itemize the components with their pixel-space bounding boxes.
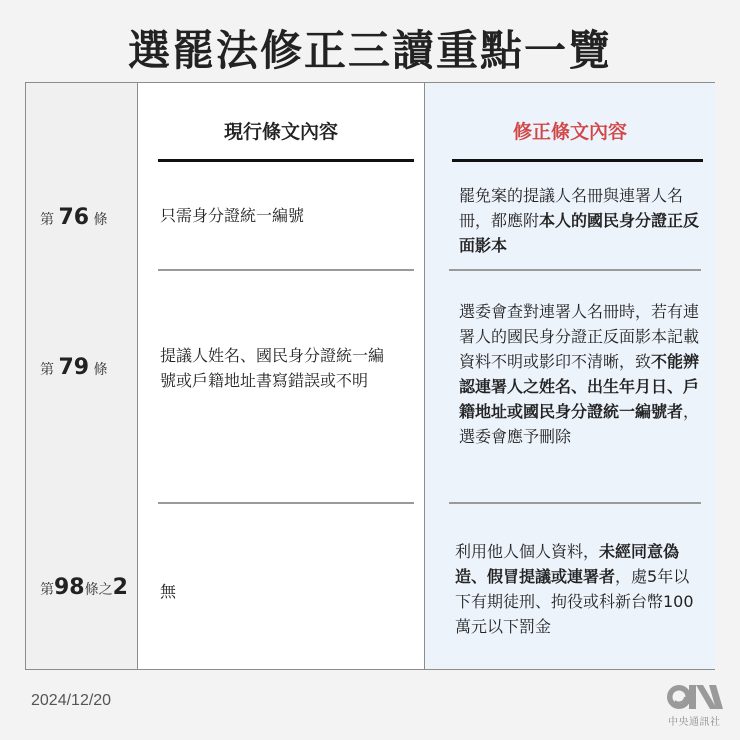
amended-text-bold: 未經同意偽造、假冒提議或連署者 (455, 542, 680, 586)
article-suffix: 條 (93, 212, 108, 228)
amended-cell-79 (459, 299, 701, 449)
header-rule (158, 159, 414, 162)
publish-date: 2024/12/20 (31, 692, 112, 709)
article-column (26, 83, 138, 669)
article-label-76 (26, 205, 138, 230)
header-rule (452, 159, 703, 162)
page-title: 選罷法修正三讀重點一覽 (127, 26, 612, 75)
article-number: 79 (58, 355, 90, 380)
current-cell-76: 只需身分證統一編號 (160, 206, 305, 225)
amended-column (425, 83, 715, 669)
article-prefix: 第 (40, 582, 54, 598)
row-divider (158, 269, 414, 271)
current-column (138, 83, 425, 669)
article-prefix: 第 (40, 362, 54, 378)
amended-cell-76 (459, 183, 701, 258)
current-header: 現行條文內容 (223, 121, 338, 143)
article-suffix: 條之 (84, 582, 113, 598)
cna-logo-caption: 中央通訊社 (668, 717, 721, 728)
row-divider (449, 502, 701, 504)
article-sub-number: 2 (112, 575, 128, 600)
article-number: 98 (54, 575, 85, 600)
article-label-79 (26, 355, 138, 380)
amended-text: 罷免案的提議人名冊與連署人名冊，都應附 (459, 186, 684, 230)
row-divider (158, 502, 414, 504)
article-prefix: 第 (40, 212, 54, 228)
row-divider (449, 269, 701, 271)
comparison-table (25, 82, 715, 670)
article-suffix: 條 (93, 362, 108, 378)
amended-cell-98-2 (455, 539, 701, 639)
amended-text: 利用他人個人資料， (455, 542, 600, 561)
current-cell-79: 提議人姓名、國民身分證統一編號或戶籍地址書寫錯誤或不明 (160, 346, 385, 390)
amended-text: ，選委會應予刪除 (459, 402, 700, 446)
amended-text-bold: 本人的國民身分證正反面影本 (459, 211, 700, 255)
article-label-98-2 (26, 575, 138, 600)
amended-header: 修正條文內容 (512, 121, 627, 143)
amended-text: ，處5年以下有期徒刑、拘役或科新台幣100萬元以下罰金 (455, 567, 694, 636)
amended-text-bold: 不能辨認連署人之姓名、出生年月日、戶籍地址或國民身分證統一編號者 (459, 352, 700, 421)
current-cell-98-2: 無 (160, 582, 177, 601)
amended-text: 選委會查對連署人名冊時，若有連署人的國民身分證正反面影本記載資料不明或影印不清晰，致 (459, 302, 700, 371)
article-number: 76 (58, 205, 90, 230)
